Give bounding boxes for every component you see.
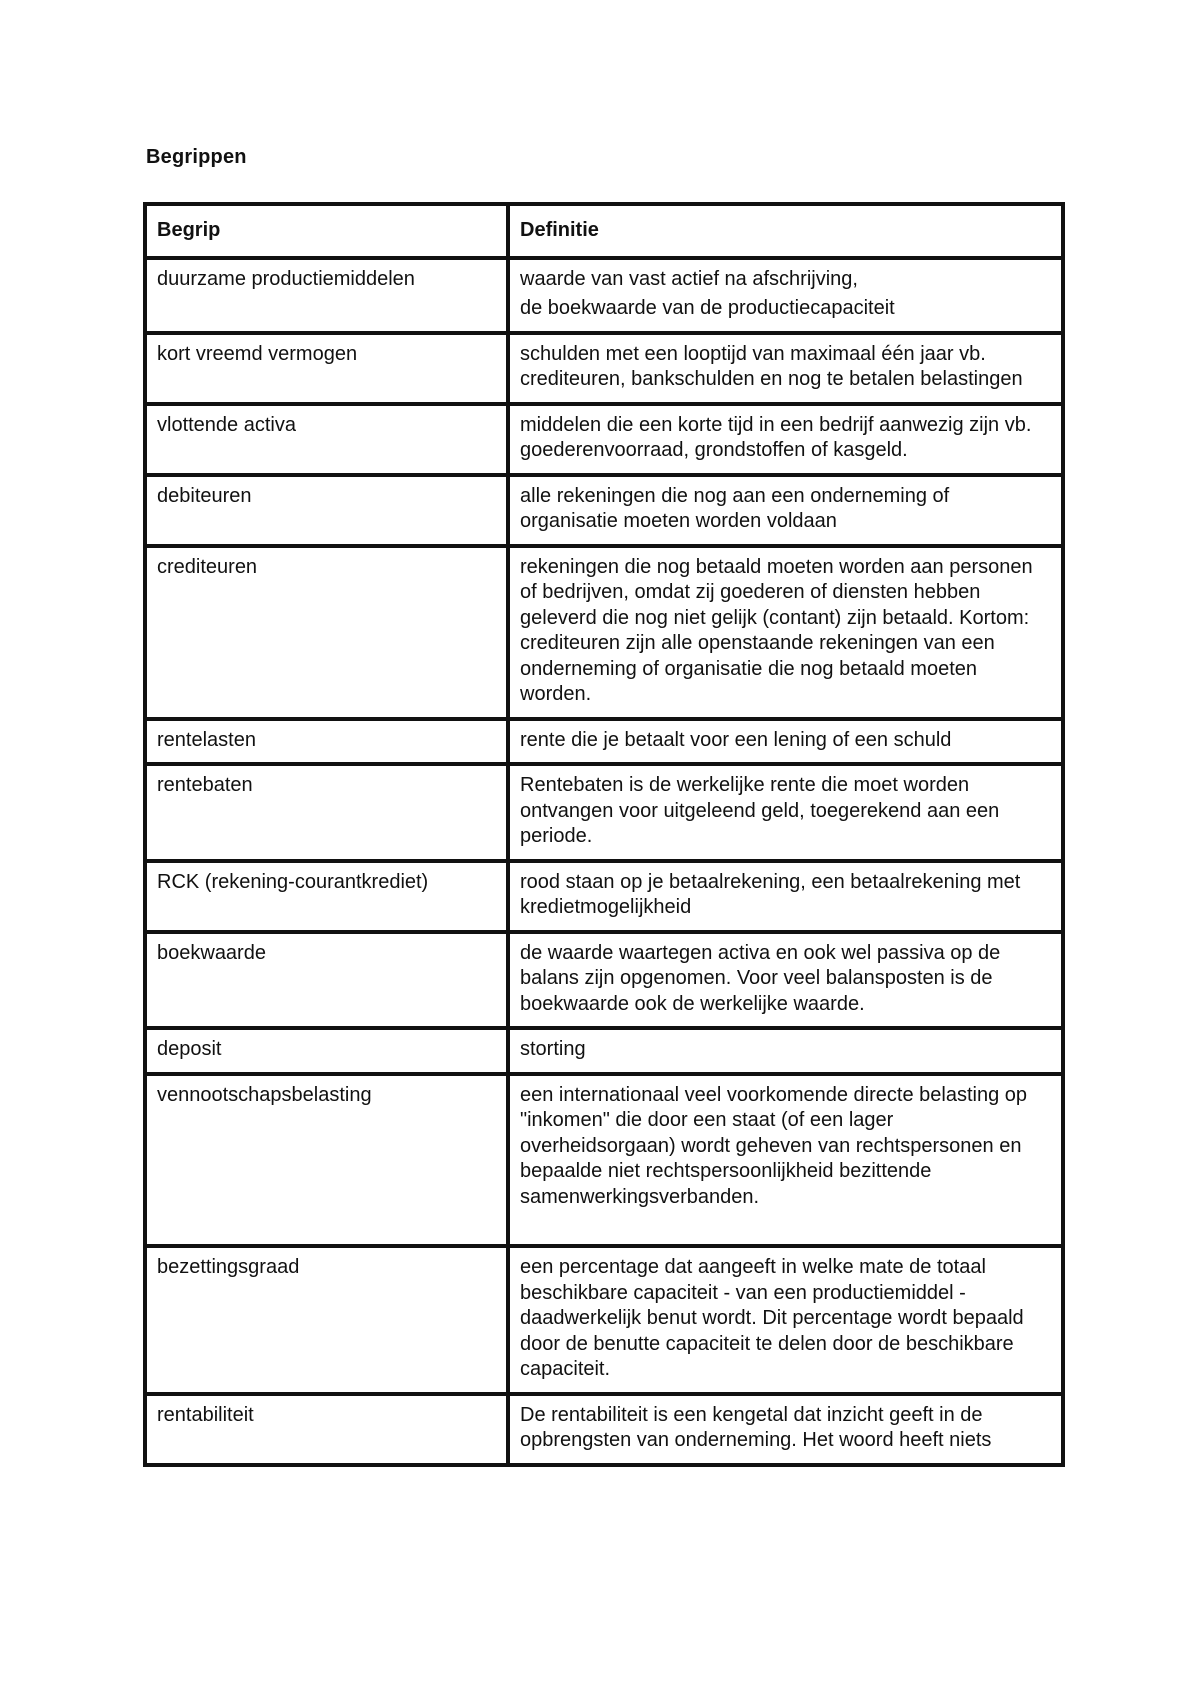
term-cell: duurzame productiemiddelen	[145, 258, 508, 333]
table-row	[145, 546, 1063, 719]
definition-cell: een percentage dat aangeeft in welke mate de totaal beschikbare capaciteit - van een productiemiddel - daadwerkelijk benut wordt. Dit percentage wordt bepaald door de benutte capaciteit te delen door de beschikbare capaciteit.	[508, 1246, 1063, 1394]
page-title: Begrippen	[146, 146, 247, 168]
table-row	[145, 932, 1063, 1029]
table-row	[145, 258, 1063, 333]
definition-line: de boekwaarde van de productiecapaciteit	[520, 297, 895, 319]
term-cell: bezettingsgraad	[145, 1246, 508, 1394]
definition-line: waarde van vast actief na afschrijving,	[520, 267, 858, 290]
definition-cell: alle rekeningen die nog aan een onderneming of organisatie moeten worden voldaan	[508, 475, 1063, 546]
table-row	[145, 1028, 1063, 1074]
definition-cell: schulden met een looptijd van maximaal één jaar vb. crediteuren, bankschulden en nog te betalen belastingen	[508, 333, 1063, 404]
term-cell: deposit	[145, 1028, 508, 1074]
table-row	[145, 475, 1063, 546]
term-cell: vlottende activa	[145, 404, 508, 475]
definition-cell: rood staan op je betaalrekening, een betaalrekening met kredietmogelijkheid	[508, 861, 1063, 932]
table-row	[145, 764, 1063, 861]
term-cell: RCK (rekening-courantkrediet)	[145, 861, 508, 932]
definition-cell: de waarde waartegen activa en ook wel passiva op de balans zijn opgenomen. Voor veel balansposten is de boekwaarde ook de werkelijke waarde.	[508, 932, 1063, 1029]
table-row	[145, 333, 1063, 404]
column-header-definition: Definitie	[508, 204, 1063, 258]
term-cell: rentelasten	[145, 719, 508, 765]
table-header-row	[145, 204, 1063, 258]
term-cell: kort vreemd vermogen	[145, 333, 508, 404]
definition-cell: rente die je betaalt voor een lening of een schuld	[508, 719, 1063, 765]
term-cell: debiteuren	[145, 475, 508, 546]
definition-cell: Rentebaten is de werkelijke rente die moet worden ontvangen voor uitgeleend geld, toegerekend aan een periode.	[508, 764, 1063, 861]
term-cell: vennootschapsbelasting	[145, 1074, 508, 1247]
definition-cell: middelen die een korte tijd in een bedrijf aanwezig zijn vb. goederenvoorraad, grondstoffen of kasgeld.	[508, 404, 1063, 475]
term-cell: crediteuren	[145, 546, 508, 719]
table-row	[145, 404, 1063, 475]
definition-cell: rekeningen die nog betaald moeten worden aan personen of bedrijven, omdat zij goederen of diensten hebben geleverd die nog niet gelijk (contant) zijn betaald. Kortom: crediteuren zijn alle openstaande rekeningen van een onderneming of organisatie die nog betaald moeten worden.	[508, 546, 1063, 719]
definition-cell: storting	[508, 1028, 1063, 1074]
term-cell: rentebaten	[145, 764, 508, 861]
table-row	[145, 719, 1063, 765]
glossary-table	[143, 202, 1065, 1467]
definition-cell: een internationaal veel voorkomende directe belasting op "inkomen" die door een staat (of een lager overheidsorgaan) wordt geheven van rechtspersonen en bepaalde niet rechtspersoonlijkheid bezittende samenwerkingsverbanden.	[508, 1074, 1063, 1247]
table-row	[145, 861, 1063, 932]
term-cell: rentabiliteit	[145, 1394, 508, 1465]
definition-cell	[508, 258, 1063, 333]
term-cell: boekwaarde	[145, 932, 508, 1029]
column-header-term: Begrip	[145, 204, 508, 258]
table-row	[145, 1394, 1063, 1465]
table-row	[145, 1074, 1063, 1247]
table-row	[145, 1246, 1063, 1394]
definition-cell: De rentabiliteit is een kengetal dat inzicht geeft in de opbrengsten van onderneming. Het woord heeft niets	[508, 1394, 1063, 1465]
